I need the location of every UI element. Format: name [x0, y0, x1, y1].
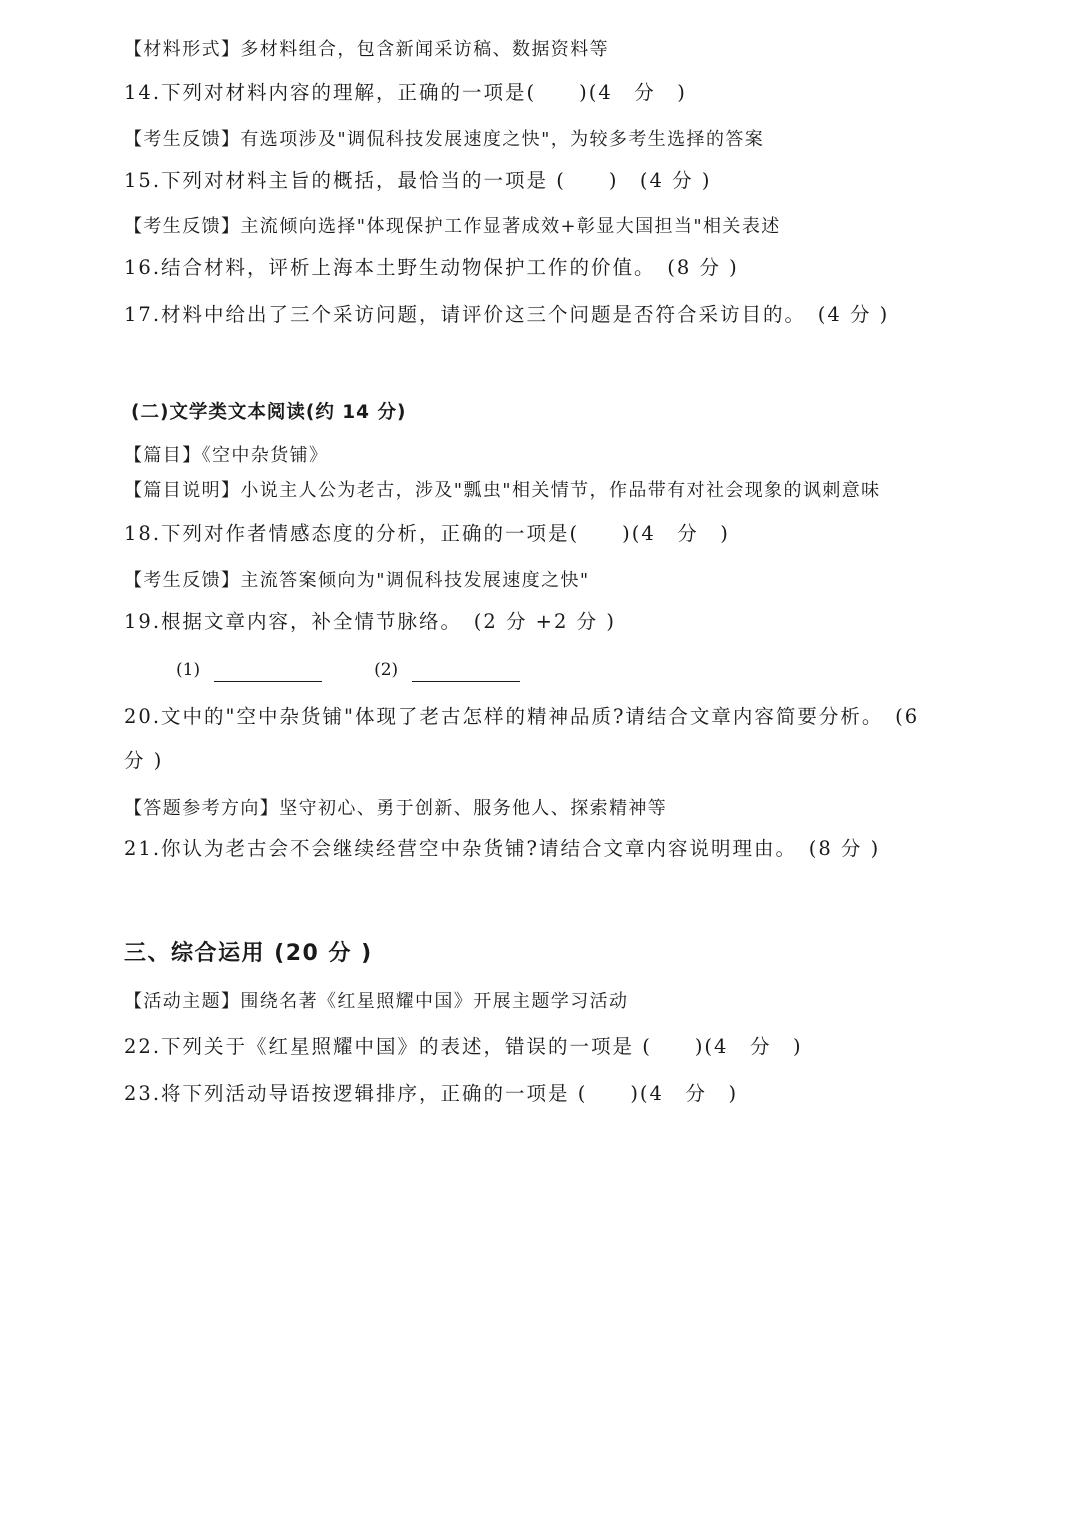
candidate-feedback-14: 【考生反馈】有选项涉及"调侃科技发展速度之快"，为较多考生选择的答案 [124, 129, 765, 150]
text-description-note: 【篇目说明】小说主人公为老古，涉及"瓢虫"相关情节，作品带有对社会现象的讽刺意味 [124, 480, 881, 501]
answer-reference-note: 【答题参考方向】坚守初心、勇于创新、服务他人、探索精神等 [124, 798, 668, 819]
blank-2-line [412, 663, 520, 682]
section-heading-literary: (二)文学类文本阅读(约 14 分) [131, 402, 407, 423]
blank-2-label: (2) [374, 660, 399, 680]
question-20: 20.文中的"空中杂货铺"体现了老古怎样的精神品质?请结合文章内容简要分析。 (6 [124, 705, 920, 728]
question-14: 14.下列对材料内容的理解，正确的一项是( )(4 分 ) [124, 81, 687, 104]
text-title-note: 【篇目】《空中杂货铺》 [124, 445, 329, 466]
plot-blanks [176, 658, 520, 682]
question-15: 15.下列对材料主旨的概括，最恰当的一项是 ( ) (4 分 ) [124, 169, 712, 192]
question-22: 22.下列关于《红星照耀中国》的表述，错误的一项是 ( )(4 分 ) [124, 1035, 803, 1058]
question-20-continued: 分 ) [124, 749, 164, 772]
material-form-note: 【材料形式】多材料组合，包含新闻采访稿、数据资料等 [124, 39, 609, 60]
section-heading-integrated: 三、综合运用 (20 分 ) [124, 941, 373, 966]
question-23: 23.将下列活动导语按逻辑排序，正确的一项是 ( )(4 分 ) [124, 1082, 739, 1105]
question-17: 17.材料中给出了三个采访问题，请评价这三个问题是否符合采访目的。 (4 分 ) [124, 303, 890, 326]
question-18: 18.下列对作者情感态度的分析，正确的一项是( )(4 分 ) [124, 522, 730, 545]
blank-1-line [214, 663, 322, 682]
question-21: 21.你认为老古会不会继续经营空中杂货铺?请结合文章内容说明理由。 (8 分 ) [124, 837, 881, 860]
question-16: 16.结合材料，评析上海本土野生动物保护工作的价值。 (8 分 ) [124, 256, 739, 279]
blank-1-label: (1) [176, 660, 201, 680]
candidate-feedback-15: 【考生反馈】主流倾向选择"体现保护工作显著成效+彰显大国担当"相关表述 [124, 216, 781, 237]
candidate-feedback-18: 【考生反馈】主流答案倾向为"调侃科技发展速度之快" [124, 570, 590, 591]
question-19: 19.根据文章内容，补全情节脉络。 (2 分 +2 分 ) [124, 610, 616, 633]
activity-theme-note: 【活动主题】围绕名著《红星照耀中国》开展主题学习活动 [124, 991, 629, 1012]
